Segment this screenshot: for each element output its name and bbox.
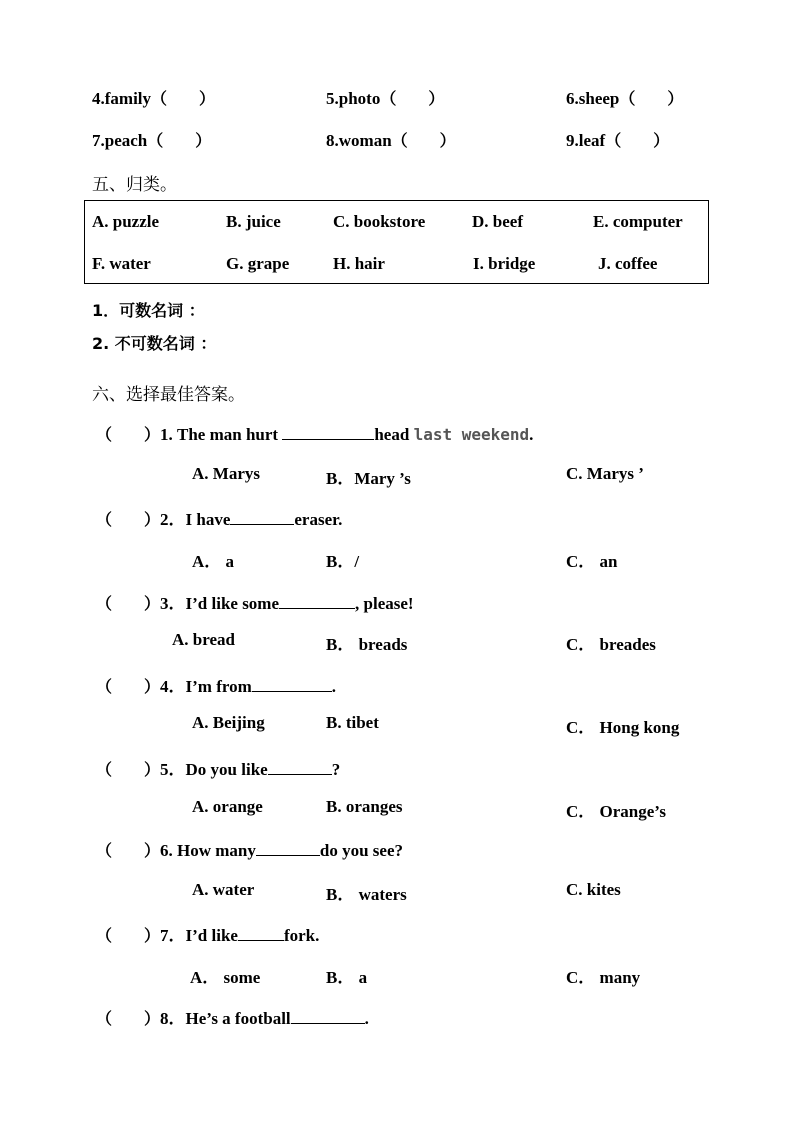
answer-paren[interactable]: （ ）: [605, 131, 670, 150]
answer-paren[interactable]: （ ）: [96, 841, 161, 860]
answer-paren[interactable]: （ ）: [96, 926, 161, 945]
word-d: D. beef: [472, 212, 523, 231]
answer-blank[interactable]: [252, 676, 332, 692]
answer-paren[interactable]: （ ）: [96, 425, 161, 444]
answer-paren[interactable]: （ ）: [96, 510, 161, 529]
option-c[interactable]: C． an: [566, 552, 618, 571]
word-a: A. puzzle: [92, 212, 160, 231]
question-1: （ ）1. The man hurt head last weekend.: [96, 425, 534, 444]
match-item-7: 7.peach（ ）: [92, 131, 212, 150]
option-b[interactable]: B. tibet: [326, 713, 379, 732]
option-b[interactable]: B． a: [326, 968, 368, 987]
answer-paren[interactable]: （ ）: [96, 594, 161, 613]
option-c[interactable]: C． many: [566, 968, 641, 987]
question-6: （ ）6. How many do you see?: [96, 841, 404, 860]
answer-blank[interactable]: [268, 759, 332, 775]
answer-paren[interactable]: （ ）: [96, 1009, 161, 1028]
question-7: （ ）7．I’d like fork.: [96, 926, 320, 945]
section-6-title: 六、选择最佳答案。: [92, 385, 245, 405]
option-a[interactable]: A. water: [192, 880, 255, 899]
option-a[interactable]: A． some: [190, 968, 261, 987]
word-g: G. grape: [226, 254, 290, 273]
option-c[interactable]: C． Hong kong: [566, 718, 680, 737]
option-c[interactable]: C. kites: [566, 880, 621, 899]
option-b[interactable]: B． breads: [326, 635, 408, 654]
word-j: J. coffee: [598, 254, 658, 273]
word-h: H. hair: [333, 254, 385, 273]
answer-paren[interactable]: （ ）: [151, 89, 216, 108]
word-c: C. bookstore: [333, 212, 426, 231]
answer-paren[interactable]: （ ）: [147, 131, 212, 150]
option-c[interactable]: C． Orange’s: [566, 802, 666, 821]
word-e: E. computer: [593, 212, 683, 231]
option-a[interactable]: A. Beijing: [192, 713, 265, 732]
countable-label[interactable]: 1．可数名词 ：: [92, 301, 205, 320]
option-b[interactable]: B．Mary ’s: [326, 469, 411, 488]
match-item-5: 5.photo（ ）: [326, 89, 445, 108]
answer-paren[interactable]: （ ）: [96, 760, 161, 779]
option-c[interactable]: C. Marys ’: [566, 464, 644, 483]
question-3: （ ）3．I’d like some , please!: [96, 594, 414, 613]
word-f: F. water: [92, 254, 151, 273]
section-5-title: 五、归类。: [92, 175, 177, 195]
answer-blank[interactable]: [291, 1008, 365, 1024]
answer-blank[interactable]: [282, 424, 374, 440]
word-i: I. bridge: [473, 254, 536, 273]
answer-paren[interactable]: （ ）: [619, 89, 684, 108]
option-a[interactable]: A． a: [192, 552, 235, 571]
answer-blank[interactable]: [230, 509, 294, 525]
question-2: （ ）2．I have eraser.: [96, 510, 343, 529]
question-4: （ ）4．I’m from .: [96, 677, 337, 696]
answer-blank[interactable]: [279, 593, 355, 609]
option-a[interactable]: A. orange: [192, 797, 263, 816]
option-c[interactable]: C． breades: [566, 635, 656, 654]
uncountable-label[interactable]: 2. 不可数名词 ：: [92, 334, 217, 353]
match-item-6: 6.sheep（ ）: [566, 89, 684, 108]
answer-blank[interactable]: [256, 840, 320, 856]
answer-paren[interactable]: （ ）: [391, 131, 456, 150]
answer-paren[interactable]: （ ）: [380, 89, 445, 108]
match-item-9: 9.leaf（ ）: [566, 131, 670, 150]
option-a[interactable]: A. bread: [172, 630, 235, 649]
answer-paren[interactable]: （ ）: [96, 677, 161, 696]
match-item-4: 4.family（ ）: [92, 89, 216, 108]
answer-blank[interactable]: [238, 925, 284, 941]
question-8: （ ）8．He’s a football .: [96, 1009, 369, 1028]
option-b[interactable]: B. oranges: [326, 797, 403, 816]
option-a[interactable]: A. Marys: [192, 464, 260, 483]
option-b[interactable]: B． waters: [326, 885, 407, 904]
match-item-8: 8.woman（ ）: [326, 131, 456, 150]
word-b: B. juice: [226, 212, 281, 231]
question-5: （ ）5．Do you like ?: [96, 760, 341, 779]
option-b[interactable]: B．/: [326, 552, 360, 571]
